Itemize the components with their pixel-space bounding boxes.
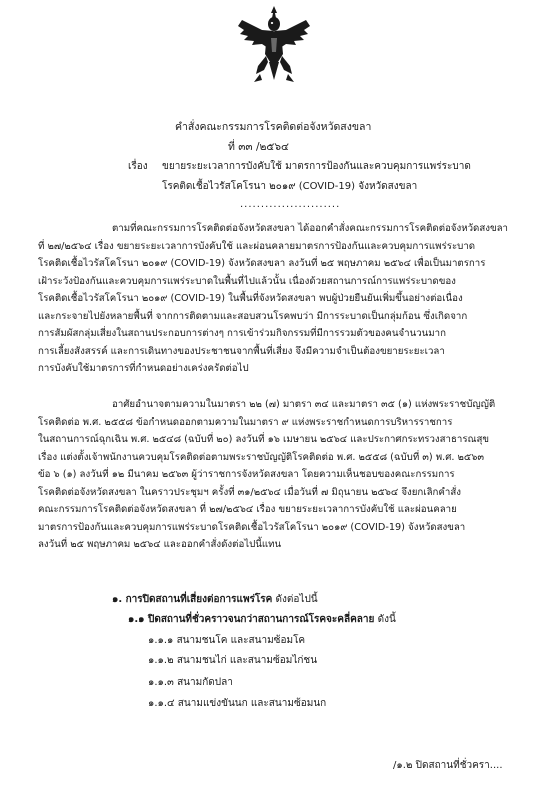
paragraph-line: โรคติดต่อ พ.ศ. ๒๕๕๘ ข้อกำหนดออกตามความในมาตรา ๙ แห่งพระราชกำหนดการบริหารราชการ [38, 416, 453, 428]
paragraph-line: เรื่อง แต่งตั้งเจ้าพนักงานควบคุมโรคติดต่อตามพระราชบัญญัติโรคติดต่อ พ.ศ. ๒๕๕๘ (ฉบับที่ ๓) พ.ศ. ๒๕๖๓ [38, 451, 485, 463]
section-1-tail: ดังต่อไปนี้ [275, 594, 318, 605]
list-item: ๑.๑.๔ สนามแข่งขันนก และสนามซ้อมนก [148, 698, 327, 709]
list-item: ๑.๑.๑ สนามชนโค และสนามซ้อมโค [148, 635, 306, 646]
paragraph-line: โรคติดเชื้อไวรัสโคโรนา ๒๐๑๙ (COVID-19) จังหวัดสงขลา ลงวันที่ ๒๕ พฤษภาคม ๒๕๖๔ เพื่อเป็นมาตรการ [38, 258, 486, 269]
continuation-note: /๑.๒ ปิดสถานที่ชั่วครา.... [393, 760, 503, 771]
list-item: ๑.๑.๓ สนามกัดปลา [148, 677, 233, 688]
paragraph-line: มาตรการป้องกันและควบคุมการแพร่ระบาดโรคติดเชื้อไวรัสโคโรนา ๒๐๑๙ (COVID-19) จังหวัดสงขลา [38, 521, 466, 533]
list-item: ๑.๑.๒ สนามชนไก่ และสนามซ้อมไก่ชน [148, 655, 318, 666]
paragraph-line: ในสถานการณ์ฉุกเฉิน พ.ศ. ๒๕๔๘ (ฉบับที่ ๒๐) ลงวันที่ ๑๖ เมษายน ๒๕๖๔ และประกาศกระทรวงสาธารณสุข [38, 434, 490, 445]
order-number: ที่ ๓๓ /๒๕๖๔ [228, 141, 289, 153]
section-1-1-heading [128, 613, 396, 627]
section-1-1-tail: ดังนี้ [377, 614, 396, 625]
paragraph-line: ข้อ ๖ (๑) ลงวันที่ ๑๒ มีนาคม ๒๕๖๓ ผู้ว่าราชการจังหวัดสงขลา โดยความเห็นชอบของคณะกรรมการ [38, 469, 455, 480]
paragraph-line: โรคติดเชื้อไวรัสโคโรนา ๒๐๑๙ (COVID-19) ในพื้นที่จังหวัดสงขลา พบผู้ป่วยยืนยันเพิ่มขึ้นอย่างต่อเนื่อง [38, 293, 463, 304]
paragraph-line: ลงวันที่ ๒๕ พฤษภาคม ๒๕๖๔ และออกคำสั่งดังต่อไปนี้แทน [38, 539, 282, 550]
paragraph-line: การสัมผัสกลุ่มเสี่ยงในสถานประกอบการต่างๆ การเข้าร่วมกิจกรรมที่มีการรวมตัวของคนจำนวนมาก [38, 328, 446, 339]
paragraph-line: เฝ้าระวังป้องกันและควบคุมการแพร่ระบาดในพื้นที่ไปแล้วนั้น เนื่องด้วยสถานการณ์การแพร่ระบาดของ [38, 275, 456, 287]
paragraph-line: การเลี้ยงสังสรรค์ และการเดินทางของประชาชนจากพื้นที่เสี่ยง จึงมีความจำเป็นต้องขยายระยะเวลา [38, 345, 445, 357]
garuda-emblem-icon [236, 4, 312, 86]
paragraph-line: อาศัยอำนาจตามความในมาตรา ๒๒ (๗) มาตรา ๓๔ และมาตรา ๓๕ (๑) แห่งพระราชบัญญัติ [112, 399, 496, 410]
subject-label: เรื่อง [128, 161, 148, 172]
section-1-heading [112, 593, 318, 607]
paragraph-line: โรคติดต่อจังหวัดสงขลา ในคราวประชุมฯ ครั้งที่ ๓๑/๒๕๖๔ เมื่อวันที่ ๗ มิถุนายน ๒๕๖๔ จึงยกเลิกคำสั่ง [38, 486, 461, 498]
paragraph-background [38, 220, 516, 378]
subject-line-1: ขยายระยะเวลาการบังคับใช้ มาตรการป้องกันและควบคุมการแพร่ระบาด [162, 161, 471, 172]
subject-line-2: โรคติดเชื้อไวรัสโคโรนา ๒๐๑๙ (COVID-19) จังหวัดสงขลา [162, 181, 418, 192]
paragraph-line: ที่ ๒๗/๒๕๖๔ เรื่อง ขยายระยะเวลาการบังคับใช้ และผ่อนคลายมาตรการป้องกันและควบคุมการแพร่ระบาด [38, 240, 476, 252]
paragraph-line: การบังคับใช้มาตรการที่กำหนดอย่างเคร่งครัดต่อไป [38, 363, 249, 374]
paragraph-line: คณะกรรมการโรคติดต่อจังหวัดสงขลา ที่ ๒๗/๒๕๖๔ เรื่อง ขยายระยะเวลาการบังคับใช้ และผ่อนคลาย [38, 504, 457, 515]
separator-dots: ........................ [240, 199, 341, 210]
paragraph-line: และกระจายไปยังหลายพื้นที่ จากการติดตามและสอบสวนโรคพบว่า มีการระบาดเป็นกลุ่มก้อน ซึ่งเกิดจาก [38, 310, 468, 322]
section-1-1-title: ๑.๑ ปิดสถานที่ชั่วคราวจนกว่าสถานการณ์โรคจะคลี่คลาย [128, 614, 375, 625]
paragraph-authority [38, 396, 516, 554]
order-title: คำสั่งคณะกรรมการโรคติดต่อจังหวัดสงขลา [175, 121, 372, 133]
paragraph-line: ตามที่คณะกรรมการโรคติดต่อจังหวัดสงขลา ได้ออกคำสั่งคณะกรรมการโรคติดต่อจังหวัดสงขลา [112, 223, 508, 234]
section-1-title: ๑. การปิดสถานที่เสี่ยงต่อการแพร่โรค [112, 594, 273, 605]
